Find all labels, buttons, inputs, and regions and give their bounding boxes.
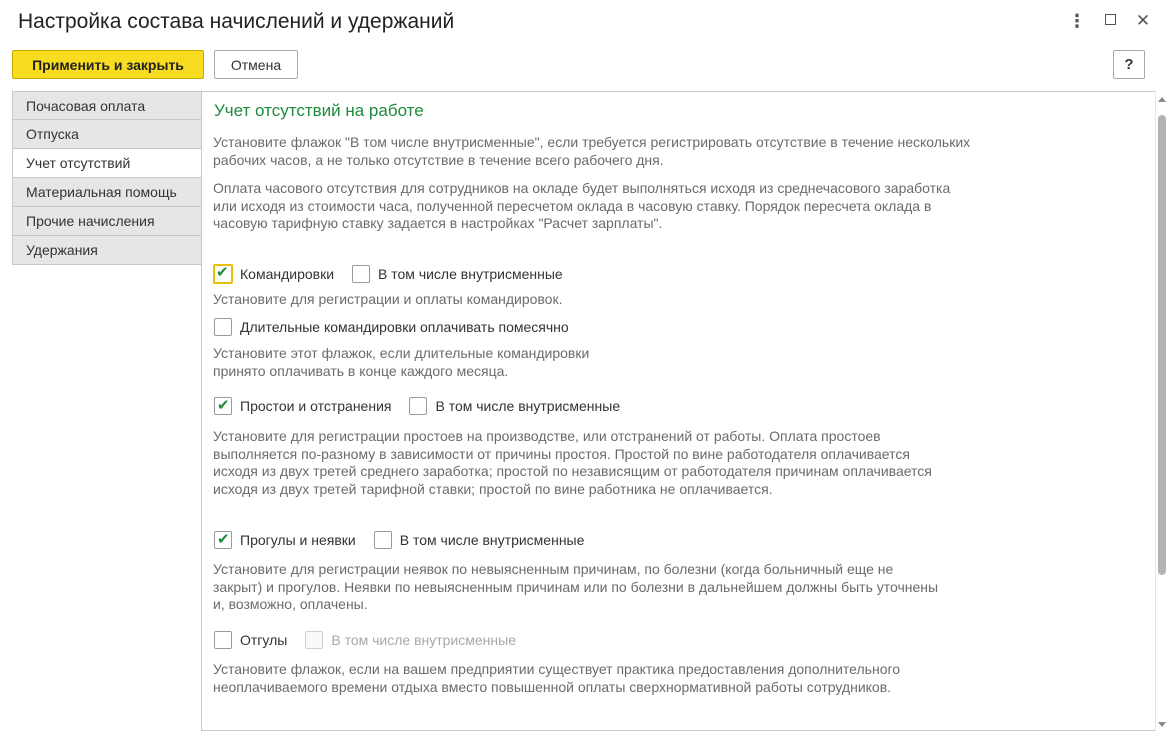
intro-note-intraday: Установите флажок "В том числе внутрисменные", если требуется регистрировать отсутствие в течение нескольких рабочих часов, а не только отсутствие в течение всего рабочего дня. [213,134,971,168]
tab-absence-tracking[interactable]: Учет отсутствий [12,149,202,178]
absences-label[interactable]: Прогулы и неявки [240,532,356,548]
trips-label[interactable]: Командировки [240,266,335,282]
downtime-note: Установите для регистрации простоев на производстве, или отстранений от работы. Оплата простоев выполняется по-разному в зависимости от причины простоя. Простой по вине работодателя оплачивается исходя из двух третей среднего заработка; простой по независящим от работодателя причинам оплачивается исходя из двух третей тарифной ставки; простой по вине работника не оплачивается. [213,428,932,497]
apply-and-close-button[interactable]: Применить и закрыть [12,50,204,79]
long-trips-note: Установите этот флажок, если длительные командировки принято оплачивать в конце каждого месяца. [213,345,590,379]
scrollbar-thumb[interactable] [1158,115,1166,575]
long-trips-row [214,316,587,338]
tab-deductions[interactable]: Удержания [12,236,202,265]
time-off-row [214,629,534,651]
downtime-intraday-label[interactable]: В том числе внутрисменные [435,398,621,414]
cancel-button[interactable]: Отмена [214,50,298,79]
downtime-row [214,395,638,417]
trips-intraday-checkbox[interactable] [352,265,370,283]
checkmark-icon: ✔ [217,397,230,414]
tab-vacations[interactable]: Отпуска [12,120,202,149]
scroll-up-arrow-icon[interactable] [1158,97,1166,102]
time-off-label[interactable]: Отгулы [240,632,288,648]
time-off-intraday-label: В том числе внутрисменные [331,632,516,648]
window-titlebar [0,0,1169,44]
checkmark-icon: ✔ [216,264,229,281]
absences-note: Установите для регистрации неявок по невыясненным причинам, по болезни (когда больничный еще не закрыт) и прогулов. Неявки по невыясненным причинам или по болезни в дальнейшем должны быть уточнены и, возможно, оплачены. [213,561,939,612]
downtime-checkbox[interactable] [214,397,232,415]
maximize-icon[interactable] [1099,10,1121,32]
downtime-intraday-checkbox[interactable] [409,397,427,415]
command-bar [0,48,1169,82]
trips-intraday-label[interactable]: В том числе внутрисменные [378,266,563,282]
window-title: Настройка состава начислений и удержаний [18,10,455,33]
scroll-down-arrow-icon[interactable] [1158,722,1166,727]
help-button[interactable]: ? [1113,50,1145,79]
absences-checkbox[interactable] [214,531,232,549]
time-off-intraday-checkbox [305,631,323,649]
time-off-note: Установите флажок, если на вашем предприятии существует практика предоставления дополнительного неоплачиваемого времени отдыха вместо повышенной оплаты сверхнормативной работы сотрудников. [213,661,901,695]
intro-note-salary: Оплата часового отсутствия для сотрудников на окладе будет выполняться исходя из среднечасового заработка или исходя из стоимости часа, полученной пересчетом оклада в часовую ставку. Порядок пересчета оклада в часовую тарифную ставку задается в настройках "Расчет зарплаты". [213,180,951,231]
trips-checkbox[interactable] [213,264,233,284]
tab-content-panel [201,91,1156,731]
long-trips-checkbox[interactable] [214,318,232,336]
section-title: Учет отсутствий на работе [214,101,424,120]
absences-row [214,529,602,551]
absences-intraday-checkbox[interactable] [374,531,392,549]
checkmark-icon: ✔ [217,531,230,548]
tab-other-accruals[interactable]: Прочие начисления [12,207,202,236]
more-vertical-icon[interactable]: ⋮ [1068,11,1086,31]
tab-hourly-pay[interactable]: Почасовая оплата [12,91,202,120]
vertical-scrollbar[interactable] [1155,91,1169,731]
tab-financial-aid[interactable]: Материальная помощь [12,178,202,207]
close-icon[interactable]: ✕ [1135,11,1151,30]
absences-intraday-label[interactable]: В том числе внутрисменные [399,532,585,548]
downtime-label[interactable]: Простои и отстранения [240,398,392,414]
settings-tabs [12,91,202,265]
time-off-checkbox[interactable] [214,631,232,649]
long-trips-label[interactable]: Длительные командировки оплачивать помесячно [240,319,569,335]
trips-note: Установите для регистрации и оплаты командировок. [213,291,563,307]
trips-row [214,263,581,285]
